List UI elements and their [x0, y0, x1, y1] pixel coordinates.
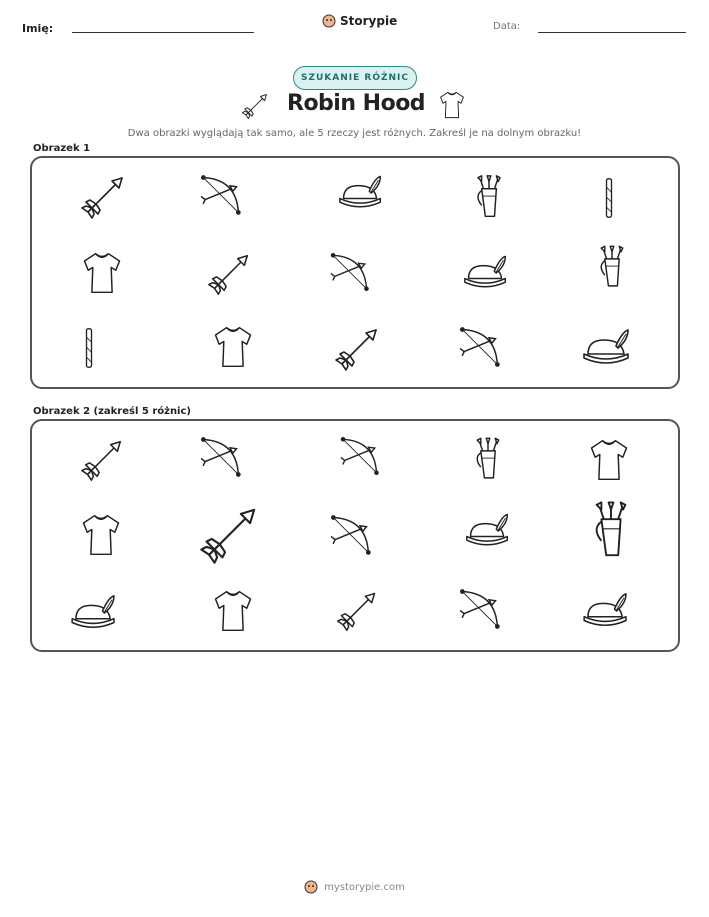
mascot-icon	[304, 880, 318, 894]
mascot-icon	[322, 14, 336, 28]
instructions: Dwa obrazki wyglądają tak samo, ale 5 rzeczy jest różnych. Zakreśl je na dolnym obrazku!	[127, 128, 582, 139]
staff-icon[interactable]	[604, 174, 614, 222]
shirt-icon[interactable]	[586, 436, 632, 484]
footer-site[interactable]: mystorypie.com	[324, 881, 405, 893]
arrow-icon[interactable]	[194, 502, 264, 568]
page-title: Robin Hood	[287, 91, 426, 116]
hat-icon[interactable]	[582, 328, 632, 368]
arrow-icon[interactable]	[334, 588, 380, 634]
arrow-icon	[240, 91, 270, 121]
bow-icon[interactable]	[326, 512, 372, 558]
arrow-icon[interactable]	[205, 250, 253, 298]
name-line[interactable]	[72, 32, 254, 33]
shirt-icon[interactable]	[210, 322, 256, 372]
hat-icon[interactable]	[582, 592, 630, 630]
quiver-icon[interactable]	[470, 174, 508, 220]
activity-badge: SZUKANIE RÓŻNIC	[293, 66, 417, 90]
brand-logo	[322, 14, 397, 28]
brand-name: Storypie	[340, 14, 398, 28]
hat-icon[interactable]	[70, 594, 118, 632]
shirt-icon	[437, 89, 467, 121]
quiver-icon[interactable]	[470, 436, 506, 482]
arrow-icon[interactable]	[78, 436, 126, 484]
hat-icon[interactable]	[465, 512, 511, 550]
shirt-icon[interactable]	[210, 586, 256, 636]
bow-icon[interactable]	[326, 250, 370, 294]
name-label: Imię:	[22, 22, 54, 35]
date-label: Data:	[493, 21, 521, 32]
bow-icon[interactable]	[196, 172, 242, 218]
arrow-icon[interactable]	[78, 172, 128, 222]
arrow-icon[interactable]	[332, 324, 382, 374]
quiver-icon[interactable]	[594, 244, 630, 290]
footer	[0, 880, 709, 894]
staff-icon[interactable]	[84, 324, 94, 372]
shirt-icon[interactable]	[78, 510, 124, 560]
bow-icon[interactable]	[196, 434, 242, 480]
bow-icon[interactable]	[336, 434, 380, 478]
bow-icon[interactable]	[455, 324, 501, 370]
shirt-icon[interactable]	[79, 248, 125, 298]
picture1-label: Obrazek 1	[33, 143, 91, 154]
date-line[interactable]	[538, 32, 686, 33]
hat-icon[interactable]	[463, 254, 509, 292]
quiver-icon[interactable]	[586, 500, 636, 560]
hat-icon[interactable]	[338, 174, 384, 212]
bow-icon[interactable]	[455, 586, 501, 632]
picture2-label: Obrazek 2 (zakreśl 5 różnic)	[33, 406, 191, 417]
